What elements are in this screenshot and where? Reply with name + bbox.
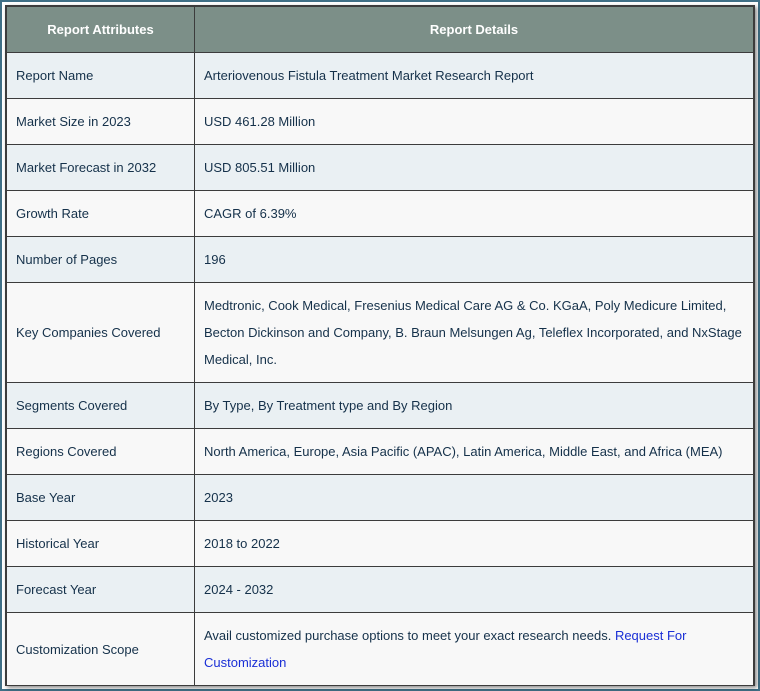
report-table-container [5,5,755,686]
row-detail-customization [195,613,754,686]
row-attribute: Report Name [7,53,195,99]
table-header-row [7,7,754,53]
customization-text: Avail customized purchase options to meet your exact research needs. [204,628,612,643]
row-detail: USD 805.51 Million [195,145,754,191]
table-row [7,237,754,283]
table-row [7,613,754,686]
row-detail: By Type, By Treatment type and By Region [195,383,754,429]
table-row [7,567,754,613]
row-attribute: Key Companies Covered [7,283,195,383]
row-detail: CAGR of 6.39% [195,191,754,237]
row-attribute: Historical Year [7,521,195,567]
table-row [7,145,754,191]
row-attribute: Forecast Year [7,567,195,613]
row-detail: 2024 - 2032 [195,567,754,613]
row-attribute: Market Forecast in 2032 [7,145,195,191]
row-attribute: Growth Rate [7,191,195,237]
row-detail: 2018 to 2022 [195,521,754,567]
row-attribute: Number of Pages [7,237,195,283]
row-detail: USD 461.28 Million [195,99,754,145]
row-detail: 2023 [195,475,754,521]
table-row [7,53,754,99]
table-row [7,99,754,145]
row-detail: Arteriovenous Fistula Treatment Market Research Report [195,53,754,99]
row-attribute: Regions Covered [7,429,195,475]
row-attribute: Segments Covered [7,383,195,429]
row-attribute: Customization Scope [7,613,195,686]
table-row [7,521,754,567]
table-row [7,191,754,237]
report-attributes-table [6,6,754,686]
row-detail: Medtronic, Cook Medical, Fresenius Medical Care AG & Co. KGaA, Poly Medicure Limited, Becton Dickinson and Company, B. Braun Melsungen Ag, Teleflex Incorporated, and NxStage Medical, Inc. [195,283,754,383]
table-row [7,283,754,383]
table-row [7,383,754,429]
header-report-details: Report Details [195,7,754,53]
row-detail: North America, Europe, Asia Pacific (APAC), Latin America, Middle East, and Africa (MEA) [195,429,754,475]
table-row [7,429,754,475]
row-attribute: Base Year [7,475,195,521]
row-detail: 196 [195,237,754,283]
header-report-attributes: Report Attributes [7,7,195,53]
table-row [7,475,754,521]
row-attribute: Market Size in 2023 [7,99,195,145]
request-customization-link[interactable]: Request For Customization [204,628,687,670]
